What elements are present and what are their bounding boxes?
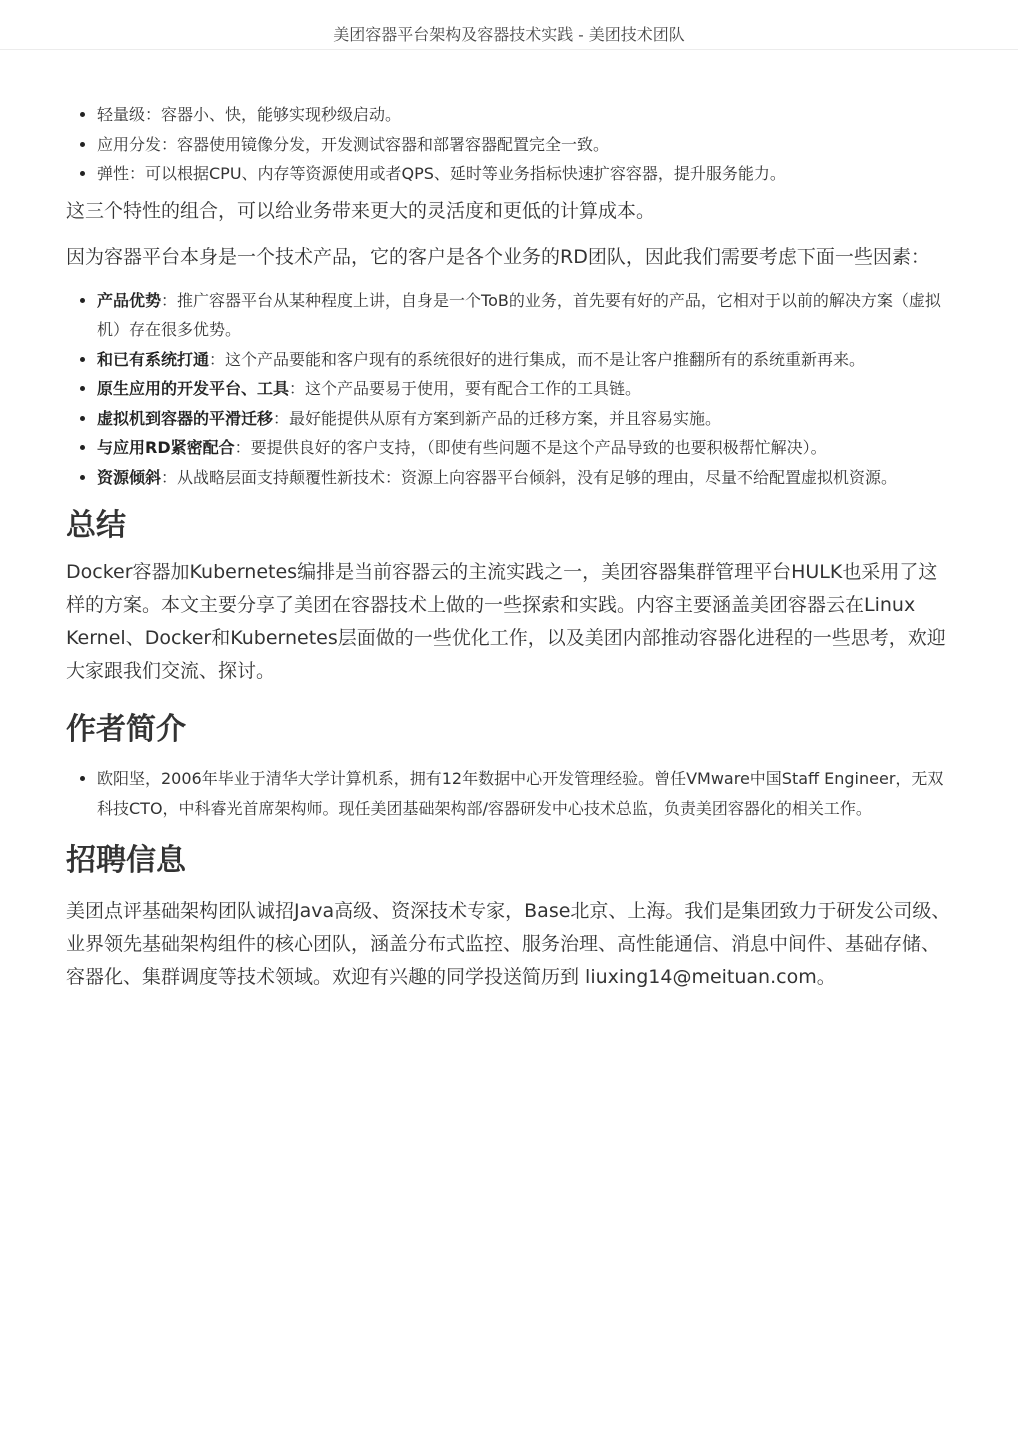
list-item-label: 与应用RD紧密配合 [97, 438, 235, 457]
section-heading-author: 作者简介 [66, 712, 186, 747]
list-item-label: 资源倾斜 [97, 467, 162, 487]
section-heading-recruit: 招聘信息 [66, 843, 186, 878]
list-item [97, 345, 952, 375]
list-item-label: 和已有系统打通 [97, 349, 210, 369]
article-content [66, 100, 952, 994]
author-list [66, 764, 952, 823]
recruit-paragraph: 美团点评基础架构团队诚招Java高级、资深技术专家，Base北京、上海。我们是集团致力于研发公司级、业界领先基础架构组件的核心团队，涵盖分布式监控、服务治理、高性能通信、消息中间件、基础存储、容器化、集群调度等技术领域。欢迎有兴趣的同学投送简历到 liuxing14@meituan.com。 [66, 900, 951, 988]
list-item-label: 原生应用的开发平台、工具 [97, 379, 290, 398]
list-item-text: ：推广容器平台从某种程度上讲，自身是一个ToB的业务，首先要有好的产品，它相对于以前的解决方案（虚拟机）存在很多优势。 [97, 290, 941, 339]
summary-paragraph: Docker容器加Kubernetes编排是当前容器云的主流实践之一，美团容器集群管理平台HULK也采用了这样的方案。本文主要分享了美团在容器技术上做的一些探索和实践。内容主要涵盖美团容器云在Linux Kernel、Docker和Kubernetes层面做的一些优化工作，以及美团内部推动容器化进程的一些思考，欢迎大家跟我们交流、探讨。 [66, 561, 946, 682]
section-heading-summary: 总结 [66, 508, 126, 543]
list-item [97, 404, 952, 434]
list-item: • 弹性：可以根据CPU、内存等资源使用或者QPS、延时等业务指标快速扩容容器，提升服务能力。 [97, 159, 952, 189]
list-item-label: 产品优势 [97, 290, 162, 310]
list-item: • 应用分发：容器使用镜像分发，开发测试容器和部署容器配置完全一致。 [97, 130, 952, 160]
list-item [97, 433, 952, 463]
list-item [97, 463, 952, 493]
list-item-text: ：最好能提供从原有方案到新产品的迁移方案，并且容易实施。 [273, 408, 722, 428]
paragraph-factors: 因为容器平台本身是一个技术产品，它的客户是各个业务的RD团队，因此我们需要考虑下面一些因素： [66, 245, 930, 268]
list-item-text: ：要提供良好的客户支持，（即使有些问题不是这个产品导致的也要积极帮忙解决）。 [234, 438, 827, 457]
paragraph-combination: 这三个特性的组合，可以给业务带来更大的灵活度和更低的计算成本。 [66, 199, 656, 222]
feature-list [66, 100, 952, 189]
list-item: • 轻量级：容器小、快，能够实现秒级启动。 [97, 100, 952, 130]
list-item-label: 虚拟机到容器的平滑迁移 [97, 408, 274, 428]
list-item [97, 286, 952, 345]
list-item-text: ：这个产品要易于使用，要有配合工作的工具链。 [289, 379, 642, 398]
list-item-text: ：从战略层面支持颠覆性新技术：资源上向容器平台倾斜，没有足够的理由，尽量不给配置虚拟机资源。 [161, 467, 898, 487]
factor-list [66, 286, 952, 493]
page-title: 美团容器平台架构及容器技术实践 - 美团技术团队 [333, 25, 685, 44]
list-item-text: ：这个产品要能和客户现有的系统很好的进行集成，而不是让客户推翻所有的系统重新再来。 [209, 349, 866, 369]
list-item: • 欧阳坚，2006年毕业于清华大学计算机系，拥有12年数据中心开发管理经验。曾任VMware中国Staff Engineer，无双科技CTO，中科睿光首席架构师。现任美团基础架构部/容器研发中心技术总监，负责美团容器化的相关工作。 [97, 764, 952, 823]
list-item [97, 374, 952, 404]
page-header [0, 0, 1018, 50]
